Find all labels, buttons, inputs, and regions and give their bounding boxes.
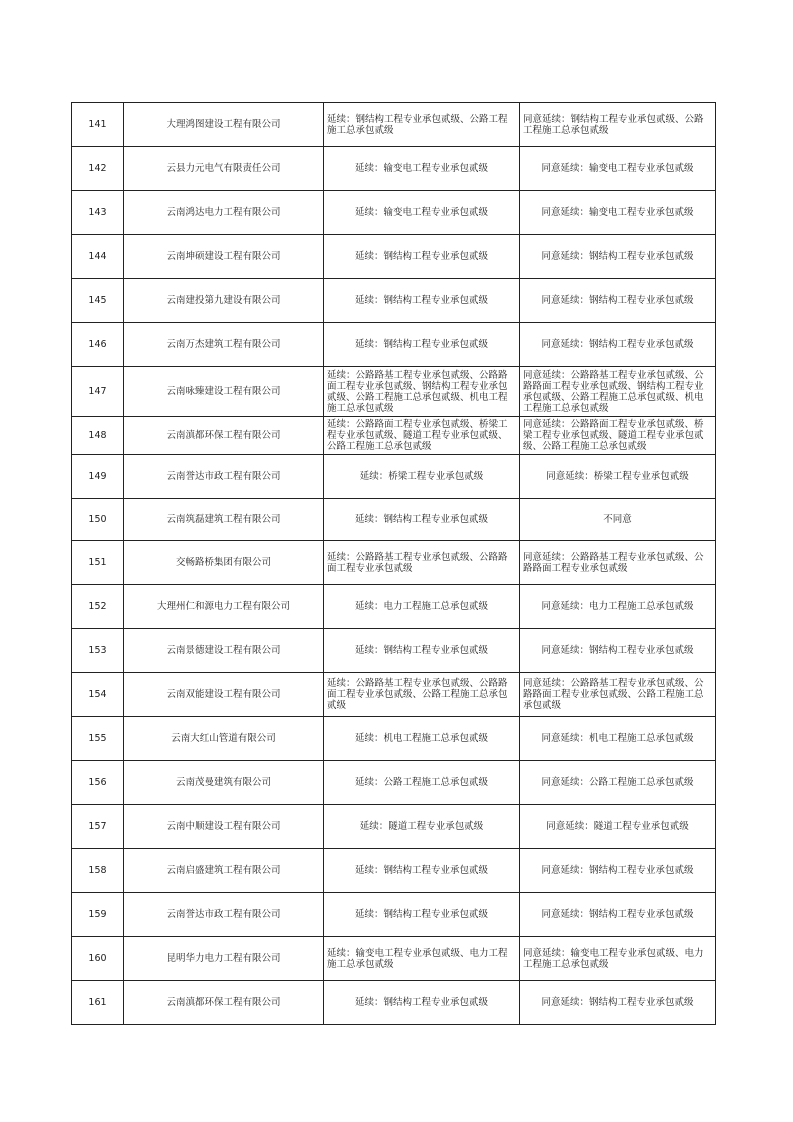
company-name-cell: 云南坤硕建设工程有限公司	[124, 235, 324, 279]
application-item-cell: 延续：钢结构工程专业承包贰级	[324, 499, 520, 541]
application-item-cell: 延续：钢结构工程专业承包贰级、公路工程施工总承包贰级	[324, 103, 520, 147]
table-row	[72, 323, 716, 367]
table-row	[72, 717, 716, 761]
company-name-cell: 昆明华力电力工程有限公司	[124, 937, 324, 981]
review-opinion-cell: 同意延续：公路路基工程专业承包贰级、公路路面工程专业承包贰级、钢结构工程专业承包贰级、公路工程施工总承包贰级、机电工程施工总承包贰级	[520, 367, 716, 417]
application-item-cell: 延续：公路路面工程专业承包贰级、桥梁工程专业承包贰级、隧道工程专业承包贰级、公路工程施工总承包贰级	[324, 417, 520, 455]
application-item-cell: 延续：公路路基工程专业承包贰级、公路路面工程专业承包贰级、公路工程施工总承包贰级	[324, 673, 520, 717]
company-name-cell: 云南鸿达电力工程有限公司	[124, 191, 324, 235]
application-item-cell: 延续：隧道工程专业承包贰级	[324, 805, 520, 849]
review-opinion-cell: 同意延续：输变电工程专业承包贰级	[520, 191, 716, 235]
row-number-cell: 149	[72, 455, 124, 499]
application-item-cell: 延续：钢结构工程专业承包贰级	[324, 279, 520, 323]
table-row	[72, 805, 716, 849]
row-number-cell: 145	[72, 279, 124, 323]
company-name-cell: 云县力元电气有限责任公司	[124, 147, 324, 191]
row-number-cell: 159	[72, 893, 124, 937]
review-opinion-cell: 同意延续：机电工程施工总承包贰级	[520, 717, 716, 761]
row-number-cell: 148	[72, 417, 124, 455]
approval-table-body	[72, 103, 716, 1025]
review-opinion-cell: 同意延续：输变电工程专业承包贰级、电力工程施工总承包贰级	[520, 937, 716, 981]
company-name-cell: 云南建投第九建设有限公司	[124, 279, 324, 323]
table-row	[72, 849, 716, 893]
row-number-cell: 151	[72, 541, 124, 585]
row-number-cell: 147	[72, 367, 124, 417]
table-row	[72, 235, 716, 279]
review-opinion-cell: 同意延续：电力工程施工总承包贰级	[520, 585, 716, 629]
company-name-cell: 云南誉达市政工程有限公司	[124, 455, 324, 499]
table-row	[72, 455, 716, 499]
review-opinion-cell: 同意延续：钢结构工程专业承包贰级	[520, 981, 716, 1025]
review-opinion-cell: 同意延续：公路工程施工总承包贰级	[520, 761, 716, 805]
review-opinion-cell: 同意延续：输变电工程专业承包贰级	[520, 147, 716, 191]
row-number-cell: 158	[72, 849, 124, 893]
table-row	[72, 585, 716, 629]
company-name-cell: 交畅路桥集团有限公司	[124, 541, 324, 585]
table-row	[72, 417, 716, 455]
company-name-cell: 云南大红山管道有限公司	[124, 717, 324, 761]
table-row	[72, 673, 716, 717]
review-opinion-cell: 同意延续：钢结构工程专业承包贰级	[520, 235, 716, 279]
row-number-cell: 160	[72, 937, 124, 981]
approval-table-container	[71, 102, 715, 1025]
table-row	[72, 279, 716, 323]
row-number-cell: 143	[72, 191, 124, 235]
review-opinion-cell: 同意延续：钢结构工程专业承包贰级、公路工程施工总承包贰级	[520, 103, 716, 147]
application-item-cell: 延续：输变电工程专业承包贰级	[324, 191, 520, 235]
company-name-cell: 云南景德建设工程有限公司	[124, 629, 324, 673]
company-name-cell: 云南筑磊建筑工程有限公司	[124, 499, 324, 541]
application-item-cell: 延续：钢结构工程专业承包贰级	[324, 849, 520, 893]
review-opinion-cell: 同意延续：桥梁工程专业承包贰级	[520, 455, 716, 499]
row-number-cell: 142	[72, 147, 124, 191]
row-number-cell: 150	[72, 499, 124, 541]
table-row	[72, 191, 716, 235]
company-name-cell: 云南滇都环保工程有限公司	[124, 417, 324, 455]
company-name-cell: 云南滇都环保工程有限公司	[124, 981, 324, 1025]
application-item-cell: 延续：公路工程施工总承包贰级	[324, 761, 520, 805]
company-name-cell: 云南中顺建设工程有限公司	[124, 805, 324, 849]
approval-table	[71, 102, 716, 1025]
application-item-cell: 延续：桥梁工程专业承包贰级	[324, 455, 520, 499]
table-row	[72, 981, 716, 1025]
application-item-cell: 延续：钢结构工程专业承包贰级	[324, 981, 520, 1025]
row-number-cell: 154	[72, 673, 124, 717]
application-item-cell: 延续：输变电工程专业承包贰级、电力工程施工总承包贰级	[324, 937, 520, 981]
row-number-cell: 155	[72, 717, 124, 761]
company-name-cell: 云南双能建设工程有限公司	[124, 673, 324, 717]
company-name-cell: 云南茂曼建筑有限公司	[124, 761, 324, 805]
table-row	[72, 937, 716, 981]
application-item-cell: 延续：钢结构工程专业承包贰级	[324, 893, 520, 937]
review-opinion-cell: 同意延续：钢结构工程专业承包贰级	[520, 323, 716, 367]
application-item-cell: 延续：机电工程施工总承包贰级	[324, 717, 520, 761]
review-opinion-cell: 同意延续：公路路面工程专业承包贰级、桥梁工程专业承包贰级、隧道工程专业承包贰级、公路工程施工总承包贰级	[520, 417, 716, 455]
application-item-cell: 延续：输变电工程专业承包贰级	[324, 147, 520, 191]
company-name-cell: 云南誉达市政工程有限公司	[124, 893, 324, 937]
row-number-cell: 161	[72, 981, 124, 1025]
table-row	[72, 103, 716, 147]
company-name-cell: 大理鸿图建设工程有限公司	[124, 103, 324, 147]
application-item-cell: 延续：钢结构工程专业承包贰级	[324, 629, 520, 673]
row-number-cell: 156	[72, 761, 124, 805]
company-name-cell: 云南咏臻建设工程有限公司	[124, 367, 324, 417]
application-item-cell: 延续：公路路基工程专业承包贰级、公路路面工程专业承包贰级、钢结构工程专业承包贰级、公路工程施工总承包贰级、机电工程施工总承包贰级	[324, 367, 520, 417]
review-opinion-cell: 同意延续：公路路基工程专业承包贰级、公路路面工程专业承包贰级、公路工程施工总承包贰级	[520, 673, 716, 717]
row-number-cell: 157	[72, 805, 124, 849]
table-row	[72, 367, 716, 417]
review-opinion-cell: 同意延续：钢结构工程专业承包贰级	[520, 279, 716, 323]
application-item-cell: 延续：电力工程施工总承包贰级	[324, 585, 520, 629]
application-item-cell: 延续：钢结构工程专业承包贰级	[324, 235, 520, 279]
company-name-cell: 大理州仁和源电力工程有限公司	[124, 585, 324, 629]
company-name-cell: 云南万杰建筑工程有限公司	[124, 323, 324, 367]
row-number-cell: 152	[72, 585, 124, 629]
company-name-cell: 云南启盛建筑工程有限公司	[124, 849, 324, 893]
table-row	[72, 147, 716, 191]
review-opinion-cell: 同意延续：钢结构工程专业承包贰级	[520, 629, 716, 673]
table-row	[72, 499, 716, 541]
table-row	[72, 629, 716, 673]
row-number-cell: 141	[72, 103, 124, 147]
application-item-cell: 延续：钢结构工程专业承包贰级	[324, 323, 520, 367]
application-item-cell: 延续：公路路基工程专业承包贰级、公路路面工程专业承包贰级	[324, 541, 520, 585]
review-opinion-cell: 同意延续：钢结构工程专业承包贰级	[520, 893, 716, 937]
table-row	[72, 893, 716, 937]
table-row	[72, 541, 716, 585]
row-number-cell: 144	[72, 235, 124, 279]
row-number-cell: 146	[72, 323, 124, 367]
row-number-cell: 153	[72, 629, 124, 673]
review-opinion-cell: 不同意	[520, 499, 716, 541]
table-row	[72, 761, 716, 805]
review-opinion-cell: 同意延续：隧道工程专业承包贰级	[520, 805, 716, 849]
review-opinion-cell: 同意延续：公路路基工程专业承包贰级、公路路面工程专业承包贰级	[520, 541, 716, 585]
review-opinion-cell: 同意延续：钢结构工程专业承包贰级	[520, 849, 716, 893]
